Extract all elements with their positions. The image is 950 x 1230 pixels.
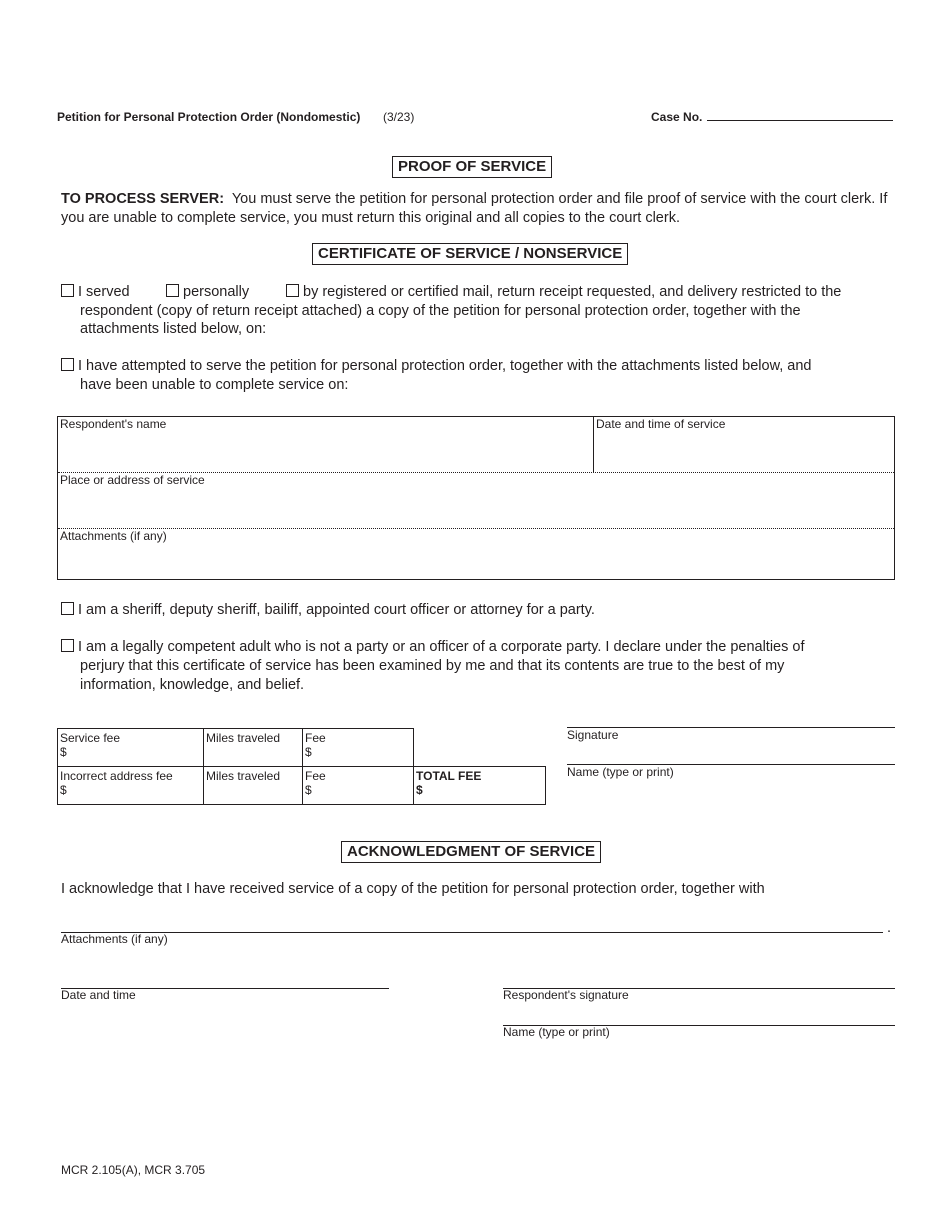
adult-line-1: I am a legally competent adult who is not a party or an officer of a corporate party. I declare under the penalties of: [78, 639, 805, 655]
acknowledgment-title: ACKNOWLEDGMENT OF SERVICE: [341, 841, 601, 863]
sheriff-option: [61, 601, 595, 620]
incorrect-address-fee-label: Incorrect address fee: [60, 769, 173, 783]
table-row-divider: [58, 528, 894, 529]
sheriff-label: I am a sheriff, deputy sheriff, bailiff, appointed court officer or attorney for a party.: [78, 602, 595, 618]
attachments-field[interactable]: [58, 543, 894, 579]
attempted-line-2: have been unable to complete service on:: [80, 377, 349, 393]
total-fee-cell[interactable]: [413, 766, 546, 805]
served-label: I served: [78, 284, 130, 300]
ack-period: .: [887, 920, 892, 936]
fee-cell-2[interactable]: [302, 766, 414, 805]
service-fee-cell[interactable]: [57, 728, 204, 767]
case-no-field[interactable]: [707, 120, 893, 121]
date-time-service-label: Date and time of service: [596, 417, 726, 431]
place-address-field[interactable]: [58, 487, 894, 527]
miles-traveled-cell[interactable]: [203, 728, 303, 767]
proof-of-service-title: PROOF OF SERVICE: [392, 156, 552, 178]
service-details-table: [57, 416, 895, 580]
form-revision: (3/23): [383, 110, 415, 124]
mail-line-2: respondent (copy of return receipt attached) a copy of the petition for personal protection order, together with the: [80, 303, 801, 319]
mail-label: by registered or certified mail, return receipt requested, and delivery restricted to the: [303, 284, 842, 300]
personally-checkbox[interactable]: [166, 284, 179, 297]
service-fee-label: Service fee: [60, 731, 121, 745]
mail-line-3: attachments listed below, on:: [80, 321, 267, 337]
personally-label: personally: [183, 284, 250, 300]
total-fee-dollar: $: [416, 783, 423, 797]
attachments-label: Attachments (if any): [60, 529, 167, 543]
certificate-title: CERTIFICATE OF SERVICE / NONSERVICE: [312, 243, 628, 265]
total-fee-label: TOTAL FEE: [416, 769, 482, 783]
acknowledgment-text: I acknowledge that I have received service of a copy of the petition for personal protection order, together with: [61, 881, 765, 897]
ack-name-label: Name (type or print): [503, 1025, 610, 1039]
miles-traveled-label: Miles traveled: [206, 731, 281, 745]
ack-date-time-label: Date and time: [61, 988, 136, 1002]
mail-checkbox[interactable]: [286, 284, 299, 297]
process-server-label: TO PROCESS SERVER:: [61, 191, 225, 207]
process-server-text: You must serve the petition for personal protection order and file proof of service with the court clerk. If you are unable to complete service, you must return this original and all copies to the court clerk.: [61, 191, 888, 226]
adult-checkbox[interactable]: [61, 639, 74, 652]
ack-attachments-label: Attachments (if any): [61, 932, 168, 946]
service-fee-dollar: $: [60, 745, 67, 759]
respondent-signature-label: Respondent's signature: [503, 988, 629, 1002]
incorrect-address-fee-dollar: $: [60, 783, 67, 797]
served-options: [61, 283, 130, 302]
mail-option: [286, 283, 841, 302]
fee-label-2: Fee: [305, 769, 326, 783]
respondent-name-field[interactable]: [58, 431, 592, 471]
process-server-instructions: [61, 190, 901, 227]
date-time-service-field[interactable]: [595, 431, 893, 471]
incorrect-address-fee-cell[interactable]: [57, 766, 204, 805]
personally-option: [166, 283, 249, 302]
fee-dollar: $: [305, 745, 312, 759]
court-rule-reference: MCR 2.105(A), MCR 3.705: [61, 1163, 206, 1177]
adult-line-3: information, knowledge, and belief.: [80, 677, 305, 693]
case-no-label: Case No.: [651, 110, 703, 124]
adult-line-2: perjury that this certificate of service has been examined by me and that its contents are true to the best of my: [80, 658, 785, 674]
respondent-name-label: Respondent's name: [60, 417, 167, 431]
miles-traveled-label-2: Miles traveled: [206, 769, 281, 783]
place-address-label: Place or address of service: [60, 473, 205, 487]
sheriff-checkbox[interactable]: [61, 602, 74, 615]
ack-attachments-line[interactable]: [61, 932, 883, 933]
fee-label: Fee: [305, 731, 326, 745]
attempted-line-1: I have attempted to serve the petition for personal protection order, together with the attachments listed below, and: [78, 358, 812, 374]
table-divider: [593, 417, 594, 472]
fee-dollar-2: $: [305, 783, 312, 797]
miles-traveled-cell-2[interactable]: [203, 766, 303, 805]
served-checkbox[interactable]: [61, 284, 74, 297]
name-label: Name (type or print): [567, 765, 674, 779]
signature-label: Signature: [567, 728, 619, 742]
adult-option: [61, 638, 805, 657]
attempted-checkbox[interactable]: [61, 358, 74, 371]
fee-cell[interactable]: [302, 728, 414, 767]
attempted-option: [61, 357, 812, 376]
form-title: Petition for Personal Protection Order (Nondomestic): [57, 110, 361, 124]
